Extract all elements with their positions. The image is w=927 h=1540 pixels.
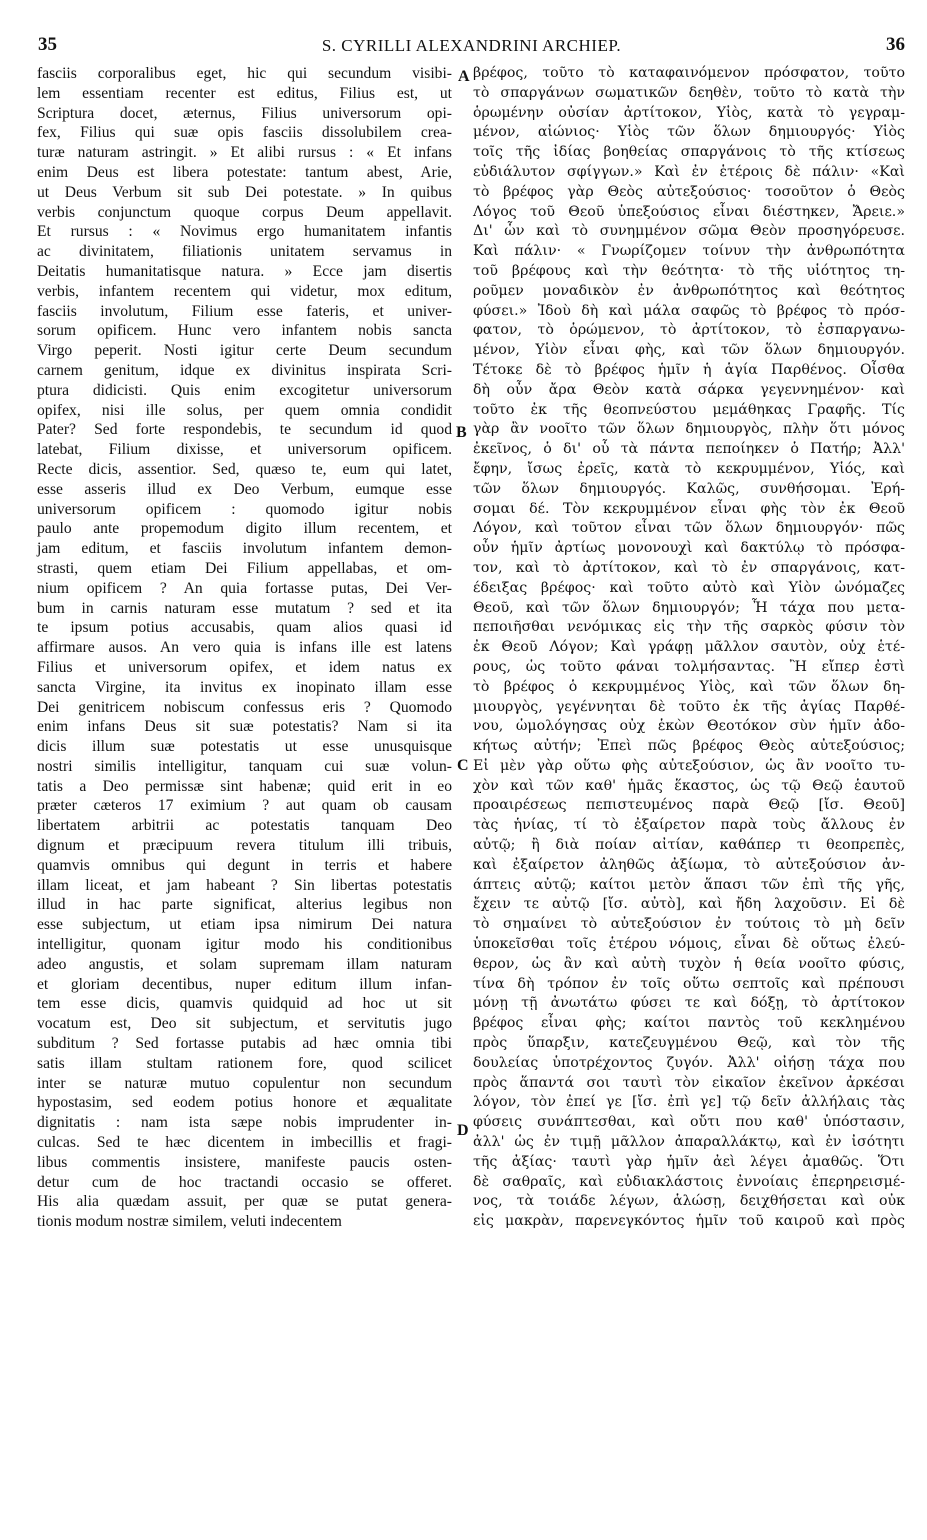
greek-text-line: τοῦτο ἐκ τῆς θεοπνεύστου μεμάθηκας Γραφῆς. Τίς [473,401,905,418]
latin-text-line: te ipsum potius accusabis, quam alios quasi id [37,619,452,637]
greek-text-line: καὶ ἐξαίρετον ἀληθῶς ἀξίωμα, τὸ αὐτεξούσιον ἀν- [473,856,905,873]
section-marker-d: D [457,1122,469,1139]
greek-text-line: λόγον, τὸν ἐπεί γε [ἴσ. ἐπὶ γε] τῷ δεῖν ἀλλήλαις τὰς [473,1094,905,1111]
greek-text-line: φύσει.» Ἰδοὺ δὴ καὶ μάλα σαφῶς τὸ βρέφος τὸ πρόσ- [473,302,905,319]
latin-text-line: nium opificem ? An quia fortasse putas, Dei Ver- [37,579,452,597]
greek-text-line: τὸ σπαργάνων σωματικῶν δεηθὲν, τοῦτο τὸ κατὰ τὴν [473,84,905,101]
page-number-left: 35 [38,34,57,55]
greek-text-line: άπτεις αὐτῷ; καίτοι μετὸν ἅπασι τῶν ἐπὶ τῆς γῆς, [473,876,905,893]
latin-text-line: paulo ante propemodum digito illum recentem, et [37,520,452,538]
latin-text-line: Virgo peperit. Nosti igitur certe Deum secundum [37,342,452,360]
greek-text-line: δουλείας ὑποτρέχοντος ζυγόν. Ἀλλ' οἰήσῃ τάχα που [473,1054,905,1071]
greek-text-line: ἀλλ' ὡς ἐν τιμῇ μᾶλλον ἀπαραλλάκτῳ, καὶ ἐν ἰσότητι [473,1134,905,1151]
latin-column [37,64,452,1232]
latin-text-line: universorum opificem : quomodo igitur nobis [37,500,452,518]
greek-text-line: Λόγος τοῦ Θεοῦ ὑπεξούσιος εἶναι διέστηκεν, Ἄρειε.» [473,203,905,220]
greek-text-line: φατον, τὸ ὁρώμενον, τὸ ἀρτίτοκον, τὸ ἐσπαργανω- [473,322,905,339]
greek-text-line: εὐδιάλυτον σφίγγων.» Καὶ ἐν ἑτέροις δὲ πάλιν· «Καὶ [473,163,905,180]
latin-text-line: libertatem arbitrii ac potestatis tanquam Deo [37,817,452,835]
latin-text-line: opifex, nisi ille solus, per quem omnia condidit [37,401,452,419]
greek-column [473,64,905,1232]
section-marker-a: A [458,68,470,85]
latin-text-line: præter cæteros 17 eximium ? aut quam ob causam [37,797,452,815]
greek-text-line: Δι' ὧν καὶ τὸ συνημμένον σῶμα Θεὸν προσηγόρευσε. [473,223,905,240]
greek-text-line: τὸ βρέφος γὰρ Θεὸς αὐτεξούσιος· τοσοῦτον ὁ Θεὸς [473,183,905,200]
latin-text-line: jam editum, et fasciis involutum infantem demon- [37,540,452,558]
section-marker-b: B [456,424,467,441]
greek-text-line: εἰς μακρὰν, παρενεγκόντος ἡμῖν τοῦ καιροῦ καὶ πρὸς [473,1213,905,1230]
latin-text-line: esse subjectum, ut etiam ipsa nimirum Dei natura [37,916,452,934]
greek-text-line: έδειξας βρέφος· καὶ τοῦτο αὐτὸ καὶ Υἱὸν ὠνόμαζες [473,579,905,596]
greek-text-line: νου, ὡμολόγησας οὐχ ἑκὼν Θεοτόκον σὺν ἡμῖν ἀδο- [473,718,905,735]
greek-text-line: σομαι δέ. Τὸν κεκρυμμένον εἶναι φὴς τὸν ἐκ Θεοῦ [473,500,905,517]
latin-text-line: hypostasim, sed eodem potius honore et æqualitate [37,1094,452,1112]
greek-text-line: μένον, Υἱὸν εἶναι φὴς, καὶ τῶν ὅλων δημιουργόν. [473,342,905,359]
greek-text-line: ὑποκεῖσθαι τοῖς ἑτέρου νόμοις, εἶναι δὲ οὕτως ἐλεύ- [473,936,905,953]
greek-text-line: φύσεις συνάπτεσθαι, καὶ οὔτι που καθ' ὑπόστασιν, [473,1114,905,1131]
latin-text-line: dicis illum suæ potestatis ut esse unusquisque [37,738,452,756]
latin-text-line: fasciis corporalibus eget, hic qui secundum visibi- [37,65,452,82]
greek-text-line: ἔχειν τε αὐτῷ [ἴσ. αὐτὸ], καὶ ἤδη λαχοῦσιν. Εἰ δὲ [473,896,905,913]
greek-text-line: ἔφην, ἴσως ἐρεῖς, κατὰ τὸ κεκρυμμένον, Υἱός, καὶ [473,460,905,477]
latin-text-line: culcas. Sed te hæc dicentem in imbecillis et fragi- [37,1134,452,1152]
latin-text-line: Et rursus : « Novimus ergo humanitatem infantis [37,223,452,241]
greek-text-line: οὖν ἡμῖν ἀρτίως μονονουχὶ καὶ δακτύλῳ τὸ πρόσφα- [473,540,905,557]
greek-text-line: γὰρ ἂν νοοῖτο τῶν ὅλων δημιουργὸς, πλὴν ὅτι μόνος [473,421,905,438]
greek-text-line: ἐκ Θεοῦ Λόγον; Καὶ γράφῃ μᾶλλον σαυτὸν, οὐχ ἑτέ- [473,639,905,656]
latin-text-line: illam liceat, et jam habeant ? Sin libertas potestatis [37,876,452,894]
greek-text-line: χὸν καὶ τῶν καθ' ἡμᾶς ἕκαστος, ὡς τῷ Θεῷ ἑαυτοῦ [473,777,905,794]
latin-text-line: satis illam stultam rationem fore, quod scilicet [37,1054,452,1072]
latin-text-line: intelligitur, quonam igitur modo his conditionibus [37,936,452,954]
latin-text-line: inter se naturæ mutuo copulentur non secundum [37,1074,452,1092]
latin-text-line: His alia quædam assuit, per quæ se putat genera- [37,1193,452,1211]
latin-text-line: tionis modum nostræ similem, veluti indecentem [37,1213,342,1231]
latin-text-line: detur cum de hoc tractandi occasio se offeret. [37,1173,452,1191]
latin-text-line: dignitatis : nam ista sæpe nobis imprudenter in- [37,1114,452,1132]
greek-text-line: μόνῃ τῇ ἀνωτάτω φύσει τε καὶ δόξῃ, τὸ ἀρτίτοκον [473,995,905,1012]
latin-text-line: sorum opificem. Hunc vero infantem nobis sancta [37,322,452,340]
greek-text-line: τὸ βρέφος ὁ κεκρυμμένος Υἱὸς, καὶ τῶν ὅλων δη- [473,678,905,695]
latin-text-line: affirmare ausos. An vero quia is infans ille est latens [37,639,452,657]
greek-text-line: ὁρωμένην οὐσίαν ἀρτίτοκον, Υἱὸς, κατὰ τὸ γεγραμ- [473,104,905,121]
latin-text-line: fasciis involutum, Filium esse fateris, et univer- [37,302,452,320]
latin-text-line: ac divinitatem, filiationis unitatem servamus in [37,243,452,261]
greek-text-line: τῶν ὅλων δημιουργός. Καλῶς, συνθήσομαι. Ἐρή- [473,480,905,497]
greek-text-line: δὴ οὖν ἄρα Θεὸν κατὰ σάρκα γεγεννημένον· καὶ [473,381,905,398]
greek-text-line: πρὸς ὕπαρξιν, κατεζευγμένου Θεῷ, καὶ τὸν τῆς [473,1035,905,1052]
greek-text-line: ροῦμεν μοναδικὸν ἐν ἀνθρωπότητος καὶ θεότητος [473,282,905,299]
latin-text-line: Pater? Sed forte respondebis, te secundum id quod [37,421,452,439]
latin-text-line: verbis conjunctum quoque corpus Deum appellavit. [37,203,452,221]
running-header [38,34,905,60]
greek-text-line: πρὸς ἅπαντά σοι ταυτὶ τὸν εἰκαῖον ἐκεῖνον ἀρκέσαι [473,1074,905,1091]
greek-text-line: ρους, ὡς τοῦτο φάναι τολμήσαντας. Ἢ εἴπερ ἐστὶ [473,658,905,675]
latin-text-line: ptura didicisti. Quis enim excogitetur universorum [37,381,452,399]
latin-text-line: verbis, infantem recentem qui videtur, mox editum, [37,282,452,300]
greek-text-line: μιουργὸς, γεγέννηται δὲ τοῦτο ἐκ τῆς ἁγίας Παρθέ- [473,698,905,715]
latin-text-line: esse asseris illud ex Deo Verbum, eumque esse [37,480,452,498]
latin-text-line: bum in carnis naturam esse mutatum ? sed et ita [37,599,452,617]
latin-text-line: Deitatis humanitatisque natura. » Ecce jam disertis [37,262,452,280]
greek-text-line: αὐτῷ; ἢ διὰ ποίαν αἰτίαν, καθάπερ τι θεοπρεπὲς, [473,837,905,854]
greek-text-line: τὸ σημαίνει τὸ αὐτεξούσιον ἐν τούτοις τὸ μὴ δεῖν [473,916,905,933]
greek-text-line: τὰς ἡνίας, τί τὸ ἐξαίρετον παρὰ τοὺς ἄλλους ἐν [473,817,905,834]
greek-text-line: Λόγον, καὶ τοῦτον εἶναι τῶν ὅλων δημιουργόν· πῶς [473,520,905,537]
greek-text-line: πεποιῆσθαι νενόμικας εἰς τὴν τῆς σαρκὸς φύσιν τὸν [473,619,905,636]
latin-text-line: tem esse dicis, quamvis quidquid ad hoc ut sit [37,995,452,1013]
greek-text-line: τῆς ἀξίας· ταυτὶ γὰρ ἡμῖν ἀεὶ λέγει ἀμαθῶς. Ὅτι [473,1153,905,1170]
latin-text-line: Dei genitricem nobiscum confessus eris ? Quomodo [37,698,452,716]
page-number-right: 36 [886,34,905,55]
greek-text-line: Εἰ μὲν γὰρ οὕτω φὴς αὐτεξούσιον, ὡς ἂν νοοῖτο τυ- [473,757,905,774]
greek-text-line: κήτως αὐτήν; Ἐπεὶ πῶς βρέφος Θεὸς αὐτεξούσιος; [473,738,905,755]
greek-text-line: δὲ σαθραῖς, καὶ εὐδιακλάστοις ἐννοίαις ἐπερηρεισμέ- [473,1173,905,1190]
greek-text-line: βρέφος εἶναι φὴς; καίτοι παντὸς τοῦ κεκλημένου [473,1015,905,1032]
latin-text-line: enim Deus est libera potestate: tantum abest, Arie, [37,163,452,181]
latin-text-line: Scriptura docet, æternus, Filius universorum opi- [37,104,452,122]
latin-text-line: vocatum est, Deo sit subjectum, et servitutis jugo [37,1015,452,1033]
latin-text-line: tatis a Deo permissæ sint habenæ; quid erit in eo [37,777,452,795]
latin-text-line: sancta Virgine, ita invitus ex inopinato illam esse [37,678,452,696]
latin-text-line: lem essentiam recenter est editus, Filius est, ut [37,84,452,102]
latin-text-line: adeo angustis, et solam supremam illam naturam [37,955,452,973]
latin-text-line: carnem genitum, idque ex divinitus inspirata Scri- [37,361,452,379]
latin-text-line: libus commentis insistere, manifeste paucis osten- [37,1153,452,1171]
latin-text-line: illud in hac parte significat, alterius legibus non [37,896,452,914]
latin-text-line: dignum et præcipuum revera titulum illi tribuis, [37,837,452,855]
greek-text-line: τοῖς τῆς ἰδίας βοηθείας σπαργάνοις τὸ τῆς κτίσεως [473,144,905,161]
latin-text-line: Recte dicis, assentior. Sed, quæso te, eum qui latet, [37,460,452,478]
greek-text-line: νος, τὰ τοιάδε λέγων, ἁλώσῃ, δειχθήσεται καὶ οὐκ [473,1193,905,1210]
greek-text-line: Θεοῦ, καὶ τῶν ὅλων δημιουργόν; Ἦ τάχα που μετα- [473,599,905,616]
greek-text-line: τον, καὶ τὸ ἀρτίτοκον, καὶ τὸ ἐν σπαργάνοις, κατ- [473,559,905,576]
greek-text-line: βρέφος, τοῦτο τὸ καταφαινόμενον πρόσφατον, τοῦτο [473,65,905,81]
greek-text-line: Τέτοκε δὲ τὸ βρέφος ἡμῖν ἡ ἁγία Παρθένος. Οἶσθα [473,361,905,378]
latin-text-line: Filius et universorum opifex, et idem natus ex [37,658,452,676]
latin-text-line: ut Deus Verbum sit sub Dei potestate. » In quibus [37,183,452,201]
latin-text-line: enim infans Deus sit suæ potestatis? Nam si ita [37,718,452,736]
latin-text-line: et gloriam decentibus, nuper editum illum infan- [37,975,452,993]
greek-text-line: Καὶ πάλιν· « Γνωρίζομεν τοίνυν τὴν ἀνθρωπότητα [473,243,905,260]
latin-text-line: turæ naturam astringit. » Et alibi rursus : « Et infans [37,144,452,162]
latin-text-line: nostri similis intelligitur, tanquam cui suæ volun- [37,757,452,775]
greek-text-line: ἐκεῖνος, ὁ δι' οὗ τὰ πάντα πεποίηκεν ὁ Πατήρ; Ἀλλ' [473,441,905,458]
latin-text-line: fex, Filius qui suæ opis fasciis dissolubilem crea- [37,124,452,142]
greek-text-line: τίνα δὴ τρόπον ἐν τοῖς οὕτω σεπτοῖς καὶ πρέπουσι [473,975,905,992]
running-title: S. CYRILLI ALEXANDRINI ARCHIEP. [321,36,622,55]
section-marker-c: C [457,757,469,774]
greek-text-line: θερον, ὡς ἂν καὶ αὐτὴ τυχὸν ἡ θεία νοοῖτο φύσις, [473,955,905,972]
latin-text-line: strasti, quem etiam Dei Filium appellabas, et om- [37,559,452,577]
latin-text-line: subditum ? Sed fortasse putabis ad hæc omnia tibi [37,1035,452,1053]
greek-text-line: προαιρέσεως πεπιστευμένος παρὰ Θεῷ [ἴσ. Θεοῦ] [473,797,905,814]
latin-text-line: quamvis omnibus qui degunt in terris et habere [37,856,452,874]
greek-text-line: τοῦ βρέφους καὶ τὴν θεότητα· τὸ τῆς υἱότητος τη- [473,262,905,279]
greek-text-line: μένον, αἰώνιος· Υἱὸς τῶν ὅλων δημιουργός· Υἱὸς [473,124,905,141]
latin-text-line: latebat, Filium dixisse, et universorum opificem. [37,441,452,459]
